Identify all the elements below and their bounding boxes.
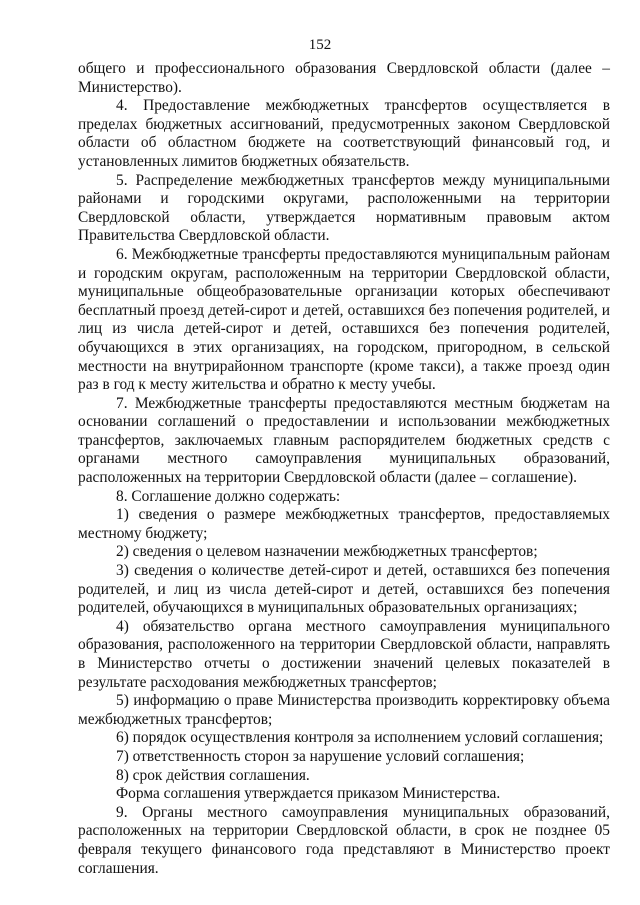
paragraph-6: 6. Межбюджетные трансферты предоставляются муниципальным районам и городским округам, расположенным на территории Свердловской области, муниципальные общеобразовательные организации которых обеспечивают бесплатный проезд детей-сирот и детей, оставшихся без попечения родителей, и лиц из числа детей-сирот и детей, оставшихся без попечения родителей, обучающихся в этих организациях, на городском, пригородном, в сельской местности на внутрирайонном транспорте (кроме такси), а также проезд один раз в год к месту жительства и обратно к месту учебы. bbox=[78, 245, 610, 394]
list-item-5: 5) информацию о праве Министерства производить корректировку объема межбюджетных трансфертов; bbox=[78, 692, 610, 728]
paragraph-agreement-form: Форма соглашения утверждается приказом Министерства. bbox=[116, 785, 501, 803]
list-item-2: 2) сведения о целевом назначении межбюджетных трансфертов; bbox=[116, 543, 538, 561]
list-item-7: 7) ответственность сторон за нарушение условий соглашения; bbox=[116, 747, 525, 765]
list-item-4: 4) обязательство органа местного самоуправления муниципального образования, расположенного на территории Свердловской области, направлять в Министерство отчеты о достижении значений целевых показателей в результате расходования межбюджетных трансфертов; bbox=[78, 617, 610, 691]
paragraph-5: 5. Распределение межбюджетных трансфертов между муниципальными районами и городскими округами, расположенными на территории Свердловской области, утверждается нормативным правовым актом Правительства Свердловской области. bbox=[78, 171, 610, 245]
paragraph-7: 7. Межбюджетные трансферты предоставляются местным бюджетам на основании соглашений о предоставлении и использовании межбюджетных трансфертов, заключаемых главным распорядителем бюджетных средств с органами местного самоуправления муниципальных образований, расположенных на территории Свердловской области (далее – соглашение). bbox=[78, 394, 610, 487]
paragraph-4: 4. Предоставление межбюджетных трансфертов осуществляется в пределах бюджетных ассигнований, предусмотренных законом Свердловской области об областном бюджете на соответствующий финансовый год, и установленных лимитов бюджетных обязательств. bbox=[78, 97, 610, 170]
list-item-1: 1) сведения о размере межбюджетных трансфертов, предоставляемых местному бюджету; bbox=[78, 506, 610, 542]
page-number: 152 bbox=[308, 37, 332, 53]
paragraph-9: 9. Органы местного самоуправления муниципальных образований, расположенных на территории Свердловской области, в срок не позднее 05 февраля текущего финансового года представляют в Министерство проект соглашения. bbox=[78, 803, 610, 877]
list-item-6: 6) порядок осуществления контроля за исполнением условий соглашения; bbox=[116, 729, 604, 747]
list-item-8: 8) срок действия соглашения. bbox=[116, 766, 310, 784]
list-item-3: 3) сведения о количестве детей-сирот и детей, оставшихся без попечения родителей, и лиц из числа детей-сирот и детей, оставшихся без попечения родителей, обучающихся в муниципальных образовательных организациях; bbox=[78, 562, 610, 617]
paragraph-8-heading: 8. Соглашение должно содержать: bbox=[116, 487, 341, 505]
paragraph-ministry-definition: общего и профессионального образования Свердловской области (далее – Министерство). bbox=[78, 60, 610, 96]
document-body bbox=[78, 60, 610, 878]
